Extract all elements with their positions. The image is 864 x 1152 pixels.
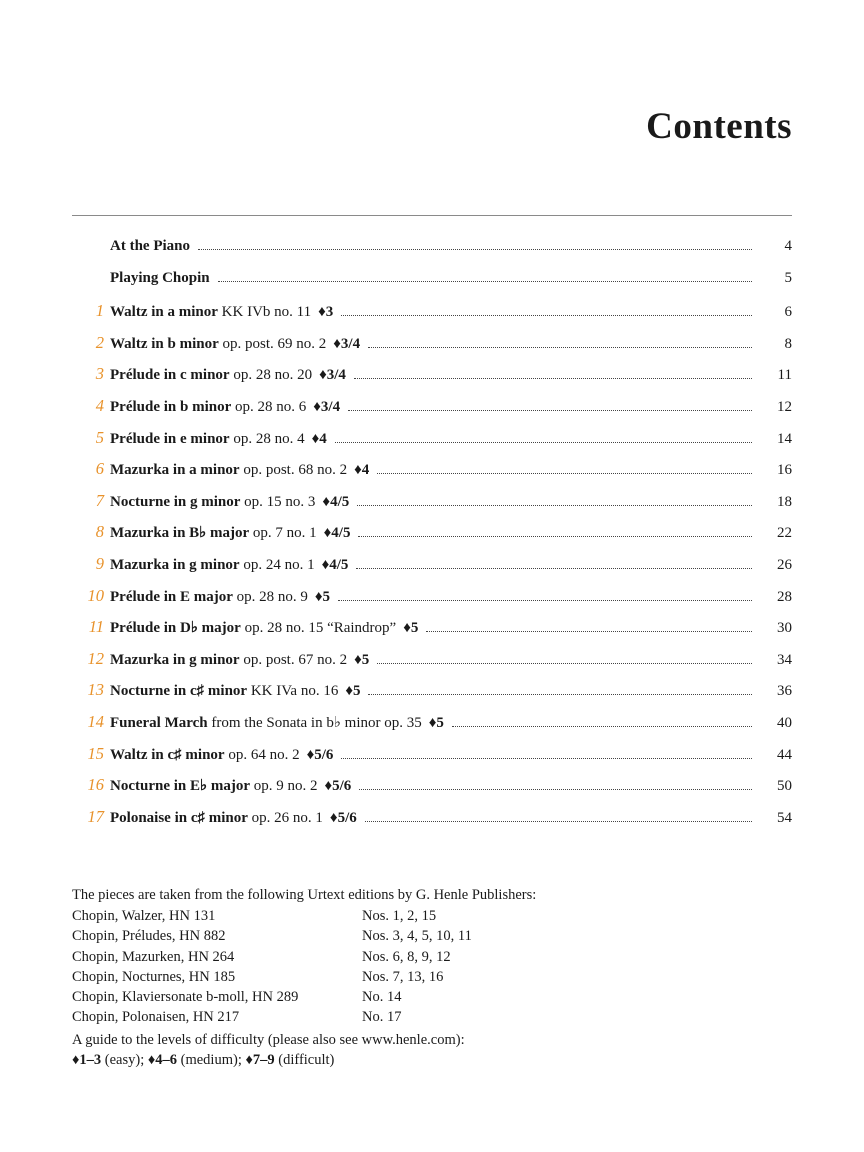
toc-item-page-number: 44 [777,746,792,763]
toc-item-page-number: 34 [777,651,792,668]
toc-leader-dots [348,410,752,411]
toc-row[interactable] [72,459,792,491]
toc-item-number: 1 [95,301,104,321]
toc-item-title-detail: op. 7 no. 1 [249,525,317,542]
toc-item-title [110,399,306,416]
toc-item-title [110,713,422,732]
toc-item-difficulty: ♦5/6 [329,809,357,826]
toc-item-page-number: 54 [777,809,792,826]
table-of-contents [72,238,792,838]
toc-item-title-detail: KK IVb no. 11 [217,304,312,321]
toc-item-difficulty: ♦4/5 [323,525,351,542]
toc-item-title-main: Polonaise in c♯ minor [110,809,248,826]
toc-item-difficulty: ♦3/4 [313,398,341,415]
source-piece-numbers: Nos. 6, 8, 9, 12 [362,948,451,965]
toc-leader-dots [357,505,752,506]
toc-item-page-number: 28 [777,588,792,605]
toc-item-title [110,810,323,827]
sources-list [72,906,536,1027]
toc-row[interactable] [72,364,792,396]
toc-item-title [110,683,338,700]
toc-item-title-detail: op. post. 68 no. 2 [239,462,348,479]
toc-row[interactable] [72,775,792,807]
toc-row[interactable] [72,680,792,712]
toc-item-title-detail: op. 28 no. 20 [229,367,313,384]
difficulty-level-easy-text: (easy); [101,1052,148,1069]
toc-item-difficulty: ♦3/4 [333,335,361,352]
toc-item-number: 2 [95,332,104,352]
toc-item-title-detail: op. 24 no. 1 [239,556,315,573]
difficulty-guide [72,1030,465,1070]
toc-item-title [110,431,305,448]
toc-row[interactable] [72,712,792,744]
source-edition: Chopin, Mazurken, HN 264 [72,948,235,965]
toc-item-title-main: Playing Chopin [110,269,210,286]
toc-row[interactable] [72,491,792,523]
toc-row[interactable] [72,270,792,302]
toc-item-title-detail: op. 64 no. 2 [224,746,300,763]
toc-leader-dots [338,600,752,601]
source-row [72,947,536,967]
toc-item-page-number: 36 [777,683,792,700]
toc-item-page-number: 5 [784,269,792,286]
toc-item-number: 17 [87,806,104,826]
toc-item-title [110,747,300,764]
toc-item-difficulty: ♦4/5 [322,493,350,510]
toc-leader-dots [356,568,752,569]
toc-row[interactable] [72,333,792,365]
toc-leader-dots [426,631,752,632]
toc-item-page-number: 6 [784,304,792,321]
toc-item-title [110,652,347,669]
source-row [72,906,536,926]
toc-row[interactable] [72,428,792,460]
toc-item-page-number: 8 [784,335,792,352]
toc-item-title-main: Mazurka in g minor [110,651,240,668]
toc-item-title [110,238,190,255]
source-row [72,1007,536,1027]
toc-item-title-main: Nocturne in E♭ major [110,778,250,795]
toc-item-page-number: 12 [777,398,792,415]
toc-item-title-main: Waltz in c♯ minor [110,746,225,763]
toc-leader-dots [365,821,752,822]
toc-item-difficulty: ♦4/5 [321,556,349,573]
toc-leader-dots [377,663,752,664]
toc-item-difficulty: ♦3 [318,304,334,321]
source-piece-numbers: Nos. 3, 4, 5, 10, 11 [362,928,472,945]
toc-item-difficulty: ♦5 [403,620,419,637]
toc-item-number: 9 [95,553,104,573]
source-edition: Chopin, Klaviersonate b-moll, HN 289 [72,989,299,1006]
toc-item-title-detail: KK IVa no. 16 [247,683,339,700]
toc-item-title-main: Waltz in a minor [110,304,218,321]
toc-item-title-main: Nocturne in g minor [110,493,241,510]
source-edition: Chopin, Walzer, HN 131 [72,908,216,925]
header-divider [72,215,792,216]
toc-item-title-detail: op. post. 69 no. 2 [218,335,327,352]
toc-item-page-number: 4 [784,238,792,254]
toc-item-title-detail: op. 28 no. 4 [229,430,305,447]
toc-row[interactable] [72,301,792,333]
toc-row[interactable] [72,238,792,270]
toc-item-difficulty: ♦5 [345,683,361,700]
toc-row[interactable] [72,649,792,681]
toc-item-page-number: 26 [777,556,792,573]
toc-item-title [110,589,308,606]
source-piece-numbers: Nos. 1, 2, 15 [362,908,437,925]
difficulty-level-easy-mark: ♦1–3 [72,1052,102,1069]
toc-item-difficulty: ♦5/6 [324,778,352,795]
toc-item-number: 4 [95,395,104,415]
toc-item-title-main: Prélude in c minor [110,367,230,384]
toc-item-title [110,367,312,384]
toc-item-title [110,462,347,479]
toc-item-title [110,557,315,574]
toc-item-page-number: 22 [777,525,792,542]
difficulty-level-difficult-text: (difficult) [274,1052,335,1069]
source-row [72,926,536,946]
toc-leader-dots [452,726,752,727]
toc-item-number: 15 [87,743,104,763]
toc-item-number: 11 [88,617,104,637]
source-row [72,967,536,987]
source-edition: Chopin, Préludes, HN 882 [72,928,226,945]
toc-row[interactable] [72,617,792,649]
toc-row[interactable] [72,522,792,554]
toc-leader-dots [359,789,752,790]
toc-item-title-main: Funeral March [110,714,208,731]
toc-item-difficulty: ♦5/6 [306,746,334,763]
toc-leader-dots [368,694,752,695]
toc-item-difficulty: ♦4 [311,430,327,447]
toc-item-page-number: 30 [777,620,792,637]
source-piece-numbers: Nos. 7, 13, 16 [362,968,444,985]
source-piece-numbers: No. 17 [362,1009,402,1026]
toc-item-title-main: Prélude in b minor [110,398,232,415]
toc-item-title-detail: op. 26 no. 1 [247,809,323,826]
toc-item-page-number: 18 [777,493,792,510]
toc-row[interactable] [72,744,792,776]
toc-item-title [110,336,326,353]
source-edition: Chopin, Polonaisen, HN 217 [72,1009,240,1026]
toc-item-title-detail: op. 28 no. 6 [231,398,307,415]
difficulty-guide-line: A guide to the levels of difficulty (please also see www.henle.com): [72,1032,465,1048]
toc-item-number: 16 [87,775,104,795]
sources-lead: The pieces are taken from the following Urtext editions by G. Henle Publishers: [72,887,537,903]
toc-item-difficulty: ♦5 [428,714,444,731]
toc-item-title-detail: op. post. 67 no. 2 [239,651,348,668]
toc-item-title-main: Prélude in E major [110,588,233,605]
page-title: Contents [646,106,792,147]
toc-leader-dots [368,347,752,348]
toc-item-title-main: Nocturne in c♯ minor [110,683,248,700]
toc-item-title-detail: op. 9 no. 2 [249,778,318,795]
toc-item-number: 3 [95,364,104,384]
toc-item-number: 8 [95,522,104,542]
toc-item-title [110,494,315,511]
toc-item-page-number: 16 [777,462,792,479]
toc-item-number: 12 [87,648,104,668]
toc-item-title-detail: op. 15 no. 3 [240,493,316,510]
toc-item-number: 5 [95,427,104,447]
toc-leader-dots [335,442,752,443]
toc-item-title [110,304,311,321]
toc-leader-dots [198,249,752,250]
toc-row[interactable] [72,396,792,428]
toc-leader-dots [341,315,752,316]
toc-item-number: 13 [87,680,104,700]
toc-item-title-detail: op. 28 no. 9 [232,588,308,605]
toc-item-title-main: Waltz in b minor [110,335,219,352]
toc-item-title-detail: op. 28 no. 15 “Raindrop” [240,620,397,637]
toc-item-page-number: 50 [777,778,792,795]
difficulty-levels [72,1050,465,1070]
difficulty-level-difficult-mark: ♦7–9 [245,1052,275,1069]
toc-row[interactable] [72,586,792,618]
toc-leader-dots [218,281,752,282]
toc-item-difficulty: ♦5 [354,651,370,668]
toc-leader-dots [341,758,752,759]
toc-item-title-main: Mazurka in a minor [110,462,240,479]
toc-item-number: 7 [95,490,104,510]
toc-item-title-main: Prélude in e minor [110,430,230,447]
toc-item-page-number: 14 [777,430,792,447]
toc-item-title [110,776,317,795]
source-piece-numbers: No. 14 [362,989,402,1006]
difficulty-level-medium-text: (medium); [177,1052,246,1069]
toc-item-title [110,270,210,287]
toc-item-title-main: Mazurka in g minor [110,556,240,573]
toc-row[interactable] [72,554,792,586]
difficulty-level-medium-mark: ♦4–6 [147,1052,178,1069]
toc-leader-dots [354,378,752,379]
toc-item-title-detail: from the Sonata in b♭ minor op. 35 [207,714,422,731]
toc-item-title [110,618,396,637]
toc-row[interactable] [72,807,792,839]
toc-item-page-number: 11 [777,367,792,384]
source-row [72,987,536,1007]
toc-item-difficulty: ♦4 [354,462,370,479]
toc-item-difficulty: ♦3/4 [319,367,346,384]
toc-item-title-main: Mazurka in B♭ major [110,525,250,542]
toc-item-page-number: 40 [777,714,792,731]
toc-item-number: 6 [95,459,104,479]
toc-item-title-main: At the Piano [110,238,190,254]
toc-item-title [110,523,317,542]
source-edition: Chopin, Nocturnes, HN 185 [72,968,236,985]
toc-item-title-main: Prélude in D♭ major [110,620,241,637]
toc-item-number: 14 [87,711,104,731]
sources-block [72,885,536,1027]
toc-leader-dots [358,536,752,537]
toc-item-difficulty: ♦5 [314,588,331,605]
toc-leader-dots [377,473,752,474]
toc-item-number: 10 [87,585,104,605]
